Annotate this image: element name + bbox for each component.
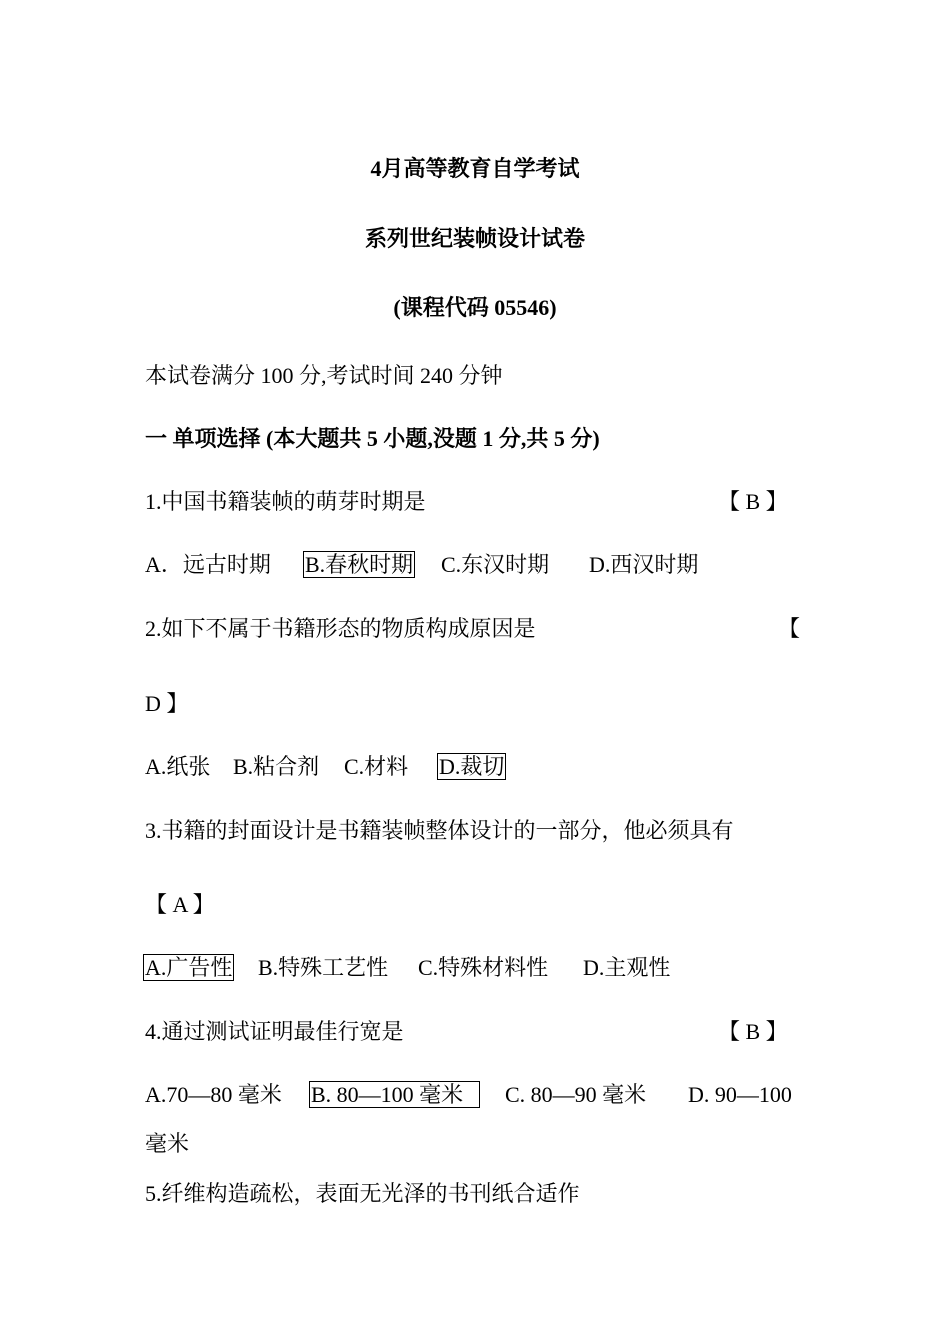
exam-subtitle: 系列世纪装帧设计试卷 [364, 226, 585, 251]
section-heading: 一 单项选择 (本大题共 5 小题,没题 1 分,共 5 分) [145, 426, 600, 451]
question-2-option-d [437, 753, 506, 781]
question-2-option-a: A.纸张 [145, 754, 211, 779]
question-2-option-c: C.材料 [344, 754, 409, 779]
question-3-stem: 3.书籍的封面设计是书籍装帧整体设计的一部分，他必须具有 [145, 818, 734, 843]
correct-option-box: D.裁切 [439, 754, 505, 779]
question-1-option-a: A．远古时期 [145, 552, 271, 577]
question-4-answer: 【 B 】 [718, 1019, 788, 1044]
question-1-option-d: D.西汉时期 [589, 552, 699, 577]
question-4-option-c: C. 80—90 毫米 [505, 1082, 647, 1107]
question-3-option-d: D.主观性 [583, 955, 671, 980]
question-3-answer: 【 A 】 [145, 892, 215, 917]
question-2-answer-open: 【 [778, 616, 801, 641]
exam-intro: 本试卷满分 100 分,考试时间 240 分钟 [145, 363, 503, 388]
question-2-answer-close: D 】 [145, 691, 189, 716]
course-code: (课程代码 05546) [393, 295, 557, 320]
question-1-stem: 1.中国书籍装帧的萌芽时期是 [145, 489, 426, 514]
correct-option-box: B.春秋时期 [305, 552, 414, 577]
question-2-stem: 2.如下不属于书籍形态的物质构成原因是 [145, 616, 536, 641]
correct-option-box: B. 80—100 毫米 [309, 1081, 480, 1108]
question-1-option-c: C.东汉时期 [441, 552, 550, 577]
exam-title: 4月高等教育自学考试 [370, 156, 580, 181]
question-3-option-c: C.特殊材料性 [418, 955, 549, 980]
question-4-option-d-wrap: 毫米 [145, 1131, 190, 1156]
question-1-option-b [303, 551, 415, 579]
question-5-stem: 5.纤维构造疏松，表面无光泽的书刊纸合适作 [145, 1181, 580, 1206]
question-4-option-a: A.70—80 毫米 [145, 1082, 282, 1107]
question-4-option-d: D. 90—100 [688, 1082, 792, 1107]
question-1-answer: 【 B 】 [718, 489, 788, 514]
question-4-stem: 4.通过测试证明最佳行宽是 [145, 1019, 404, 1044]
correct-option-box: A.广告性 [145, 955, 233, 980]
question-4-option-b [309, 1081, 480, 1109]
question-3-option-b: B.特殊工艺性 [258, 955, 389, 980]
question-2-option-b: B.粘合剂 [233, 754, 320, 779]
question-3-option-a [143, 954, 234, 982]
